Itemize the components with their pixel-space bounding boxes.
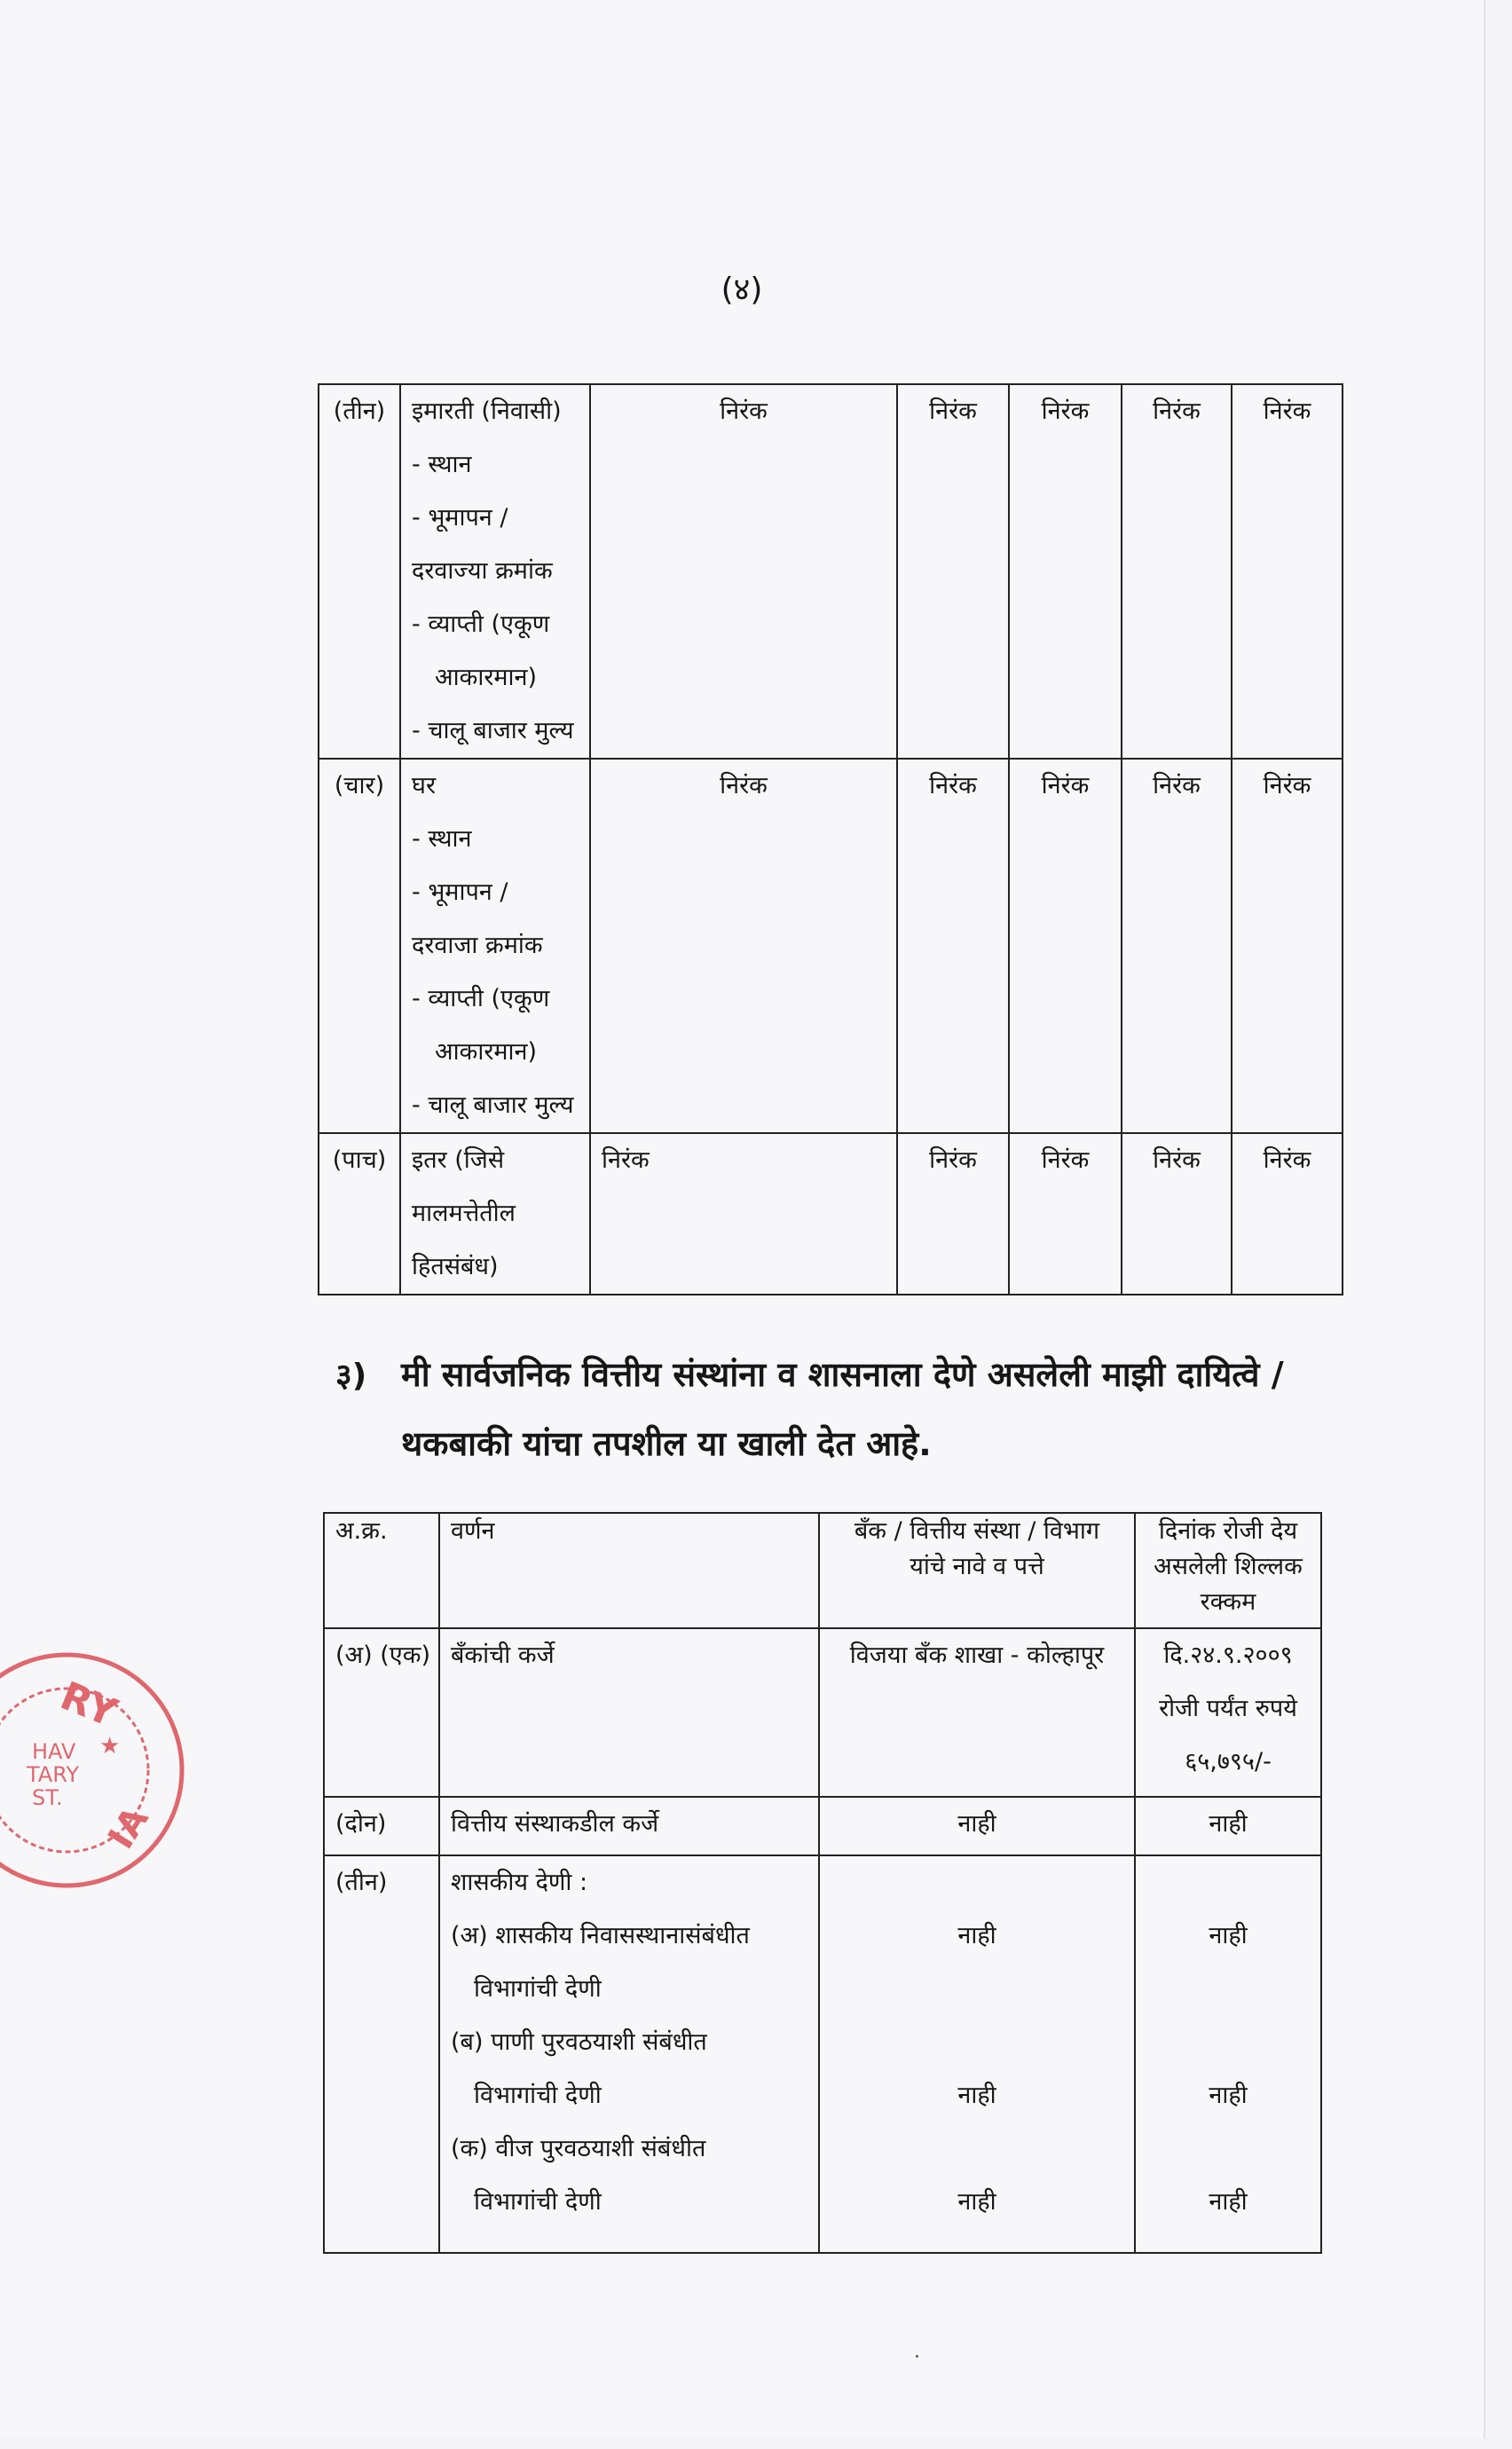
official-stamp <box>0 1642 195 1899</box>
header-amount: दिनांक रोजी देय असलेली शिल्लक रक्कम <box>1135 1513 1321 1628</box>
table-header-row <box>324 1513 1321 1628</box>
row-value: निरंक <box>590 759 897 1133</box>
header-serial: अ.क्र. <box>324 1513 439 1628</box>
row-bank: नाही <box>819 1797 1135 1855</box>
speck-mark <box>916 2355 918 2358</box>
row-number: (तीन) <box>319 384 400 759</box>
row-value: निरंक <box>590 384 897 759</box>
table-row <box>319 759 1343 1133</box>
row-value: निरंक <box>1232 384 1343 759</box>
table-row <box>319 1133 1343 1295</box>
row-amount: नाही <box>1135 1797 1321 1855</box>
row-number: (चार) <box>319 759 400 1133</box>
row-description: इमारती (निवासी) - स्थान - भूमापन / दरवाज्या क्रमांक - व्याप्ती (एकूण आकारमान) - चालू बाजार मुल्य <box>400 384 590 759</box>
row-description: वित्तीय संस्थाकडील कर्जे <box>439 1797 819 1855</box>
row-number: (अ) (एक) <box>324 1628 439 1797</box>
table-row <box>324 1855 1321 2253</box>
row-amount: नाही नाही नाही <box>1135 1855 1321 2253</box>
header-description: वर्णन <box>439 1513 819 1628</box>
row-number: (दोन) <box>324 1797 439 1855</box>
stamp-text-line-4: ST. <box>32 1785 63 1810</box>
page-number: (४) <box>721 272 763 308</box>
section-heading-line-2: थकबाकी यांचा तपशील या खाली देत आहे. <box>401 1424 932 1463</box>
row-value: निरंक <box>897 384 1009 759</box>
stamp-text-line-3: TARY <box>27 1762 80 1787</box>
row-description: शासकीय देणी : (अ) शासकीय निवासस्थानासंबंधीत विभागांची देणी (ब) पाणी पुरवठयाशी संबंधीत विभागांची देणी (क) वीज पुरवठयाशी संबंधीत विभागांची देणी <box>439 1855 819 2253</box>
row-bank: विजया बँक शाखा - कोल्हापूर <box>819 1628 1135 1797</box>
row-amount: दि.२४.९.२००९ रोजी पर्यंत रुपये ६५,७९५/- <box>1135 1628 1321 1797</box>
table-row <box>324 1628 1321 1797</box>
row-value: निरंक <box>590 1133 897 1295</box>
row-value: निरंक <box>1009 1133 1122 1295</box>
row-number: (तीन) <box>324 1855 439 2253</box>
stamp-star-icon: ★ <box>99 1733 121 1760</box>
row-value: निरंक <box>1009 384 1122 759</box>
row-value: निरंक <box>1009 759 1122 1133</box>
row-value: निरंक <box>1122 384 1232 759</box>
row-value: निरंक <box>1122 1133 1232 1295</box>
section-number: ३) <box>335 1358 367 1394</box>
row-value: निरंक <box>1122 759 1232 1133</box>
table-row <box>324 1797 1321 1855</box>
row-description: घर - स्थान - भूमापन / दरवाजा क्रमांक - व्याप्ती (एकूण आकारमान) - चालू बाजार मुल्य <box>400 759 590 1133</box>
header-bank: बँक / वित्तीय संस्था / विभाग यांचे नावे व पत्ते <box>819 1513 1135 1628</box>
stamp-text-bottom: IA <box>100 1799 157 1856</box>
stamp-text-line-2: HAV <box>32 1739 76 1764</box>
row-value: निरंक <box>897 1133 1009 1295</box>
table-row <box>319 384 1343 759</box>
row-description: इतर (जिसे मालमत्तेतील हितसंबंध) <box>400 1133 590 1295</box>
row-bank: नाही नाही नाही <box>819 1855 1135 2253</box>
stamp-text-top: RY <box>53 1673 123 1736</box>
liabilities-table <box>323 1512 1322 2254</box>
row-description: बँकांची कर्जे <box>439 1628 819 1797</box>
row-number: (पाच) <box>319 1133 400 1295</box>
row-value: निरंक <box>897 759 1009 1133</box>
property-table <box>318 383 1343 1295</box>
row-value: निरंक <box>1232 1133 1343 1295</box>
row-value: निरंक <box>1232 759 1343 1133</box>
section-heading-line-1: मी सार्वजनिक वित्तीय संस्थांना व शासनाला देणे असलेली माझी दायित्वे / <box>401 1355 1284 1394</box>
